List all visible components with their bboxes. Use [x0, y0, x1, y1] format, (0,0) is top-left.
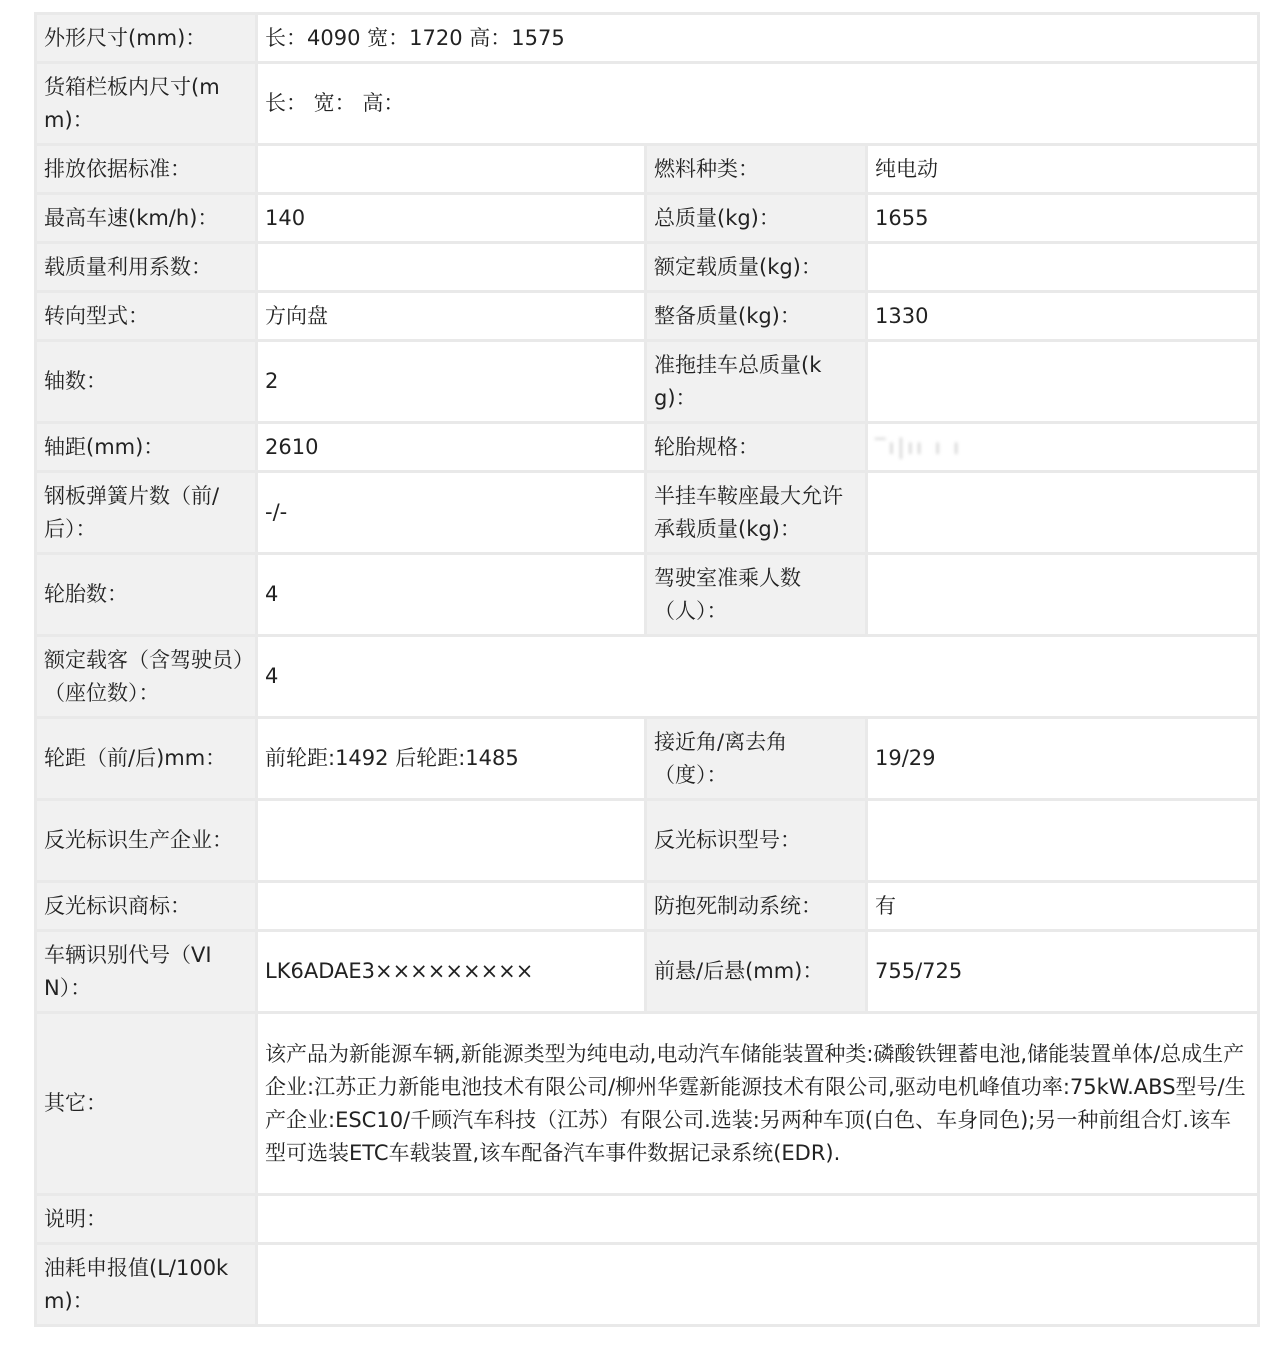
curb-mass-value: 1330 — [867, 292, 1259, 341]
max-speed-label: 最高车速(km/h)： — [36, 194, 257, 243]
other-label: 其它： — [36, 1013, 257, 1195]
fuel-consumption-label: 油耗申报值(L/100km)： — [36, 1244, 257, 1326]
abs-value: 有 — [867, 882, 1259, 931]
note-label: 说明： — [36, 1195, 257, 1244]
overhang-label: 前悬/后悬(mm)： — [646, 931, 867, 1013]
curb-mass-label: 整备质量(kg)： — [646, 292, 867, 341]
gross-mass-label: 总质量(kg)： — [646, 194, 867, 243]
table-row — [36, 14, 1259, 63]
table-row — [36, 1244, 1259, 1326]
vehicle-spec-table — [34, 12, 1260, 1327]
table-row — [36, 554, 1259, 636]
saddle-mass-label: 半挂车鞍座最大允许承载质量(kg)： — [646, 472, 867, 554]
table-row — [36, 882, 1259, 931]
table-row — [36, 194, 1259, 243]
table-row — [36, 718, 1259, 800]
reflect-model-value — [867, 800, 1259, 882]
angles-label: 接近角/离去角（度）： — [646, 718, 867, 800]
other-value: 该产品为新能源车辆,新能源类型为纯电动,电动汽车储能装置种类:磷酸铁锂蓄电池,储能装置单体/总成生产企业:江苏正力新能电池技术有限公司/柳州华霆新能源技术有限公司,驱动电机峰值功率:75kW.ABS型号/生产企业:ESC10/千顾汽车科技（江苏）有限公司.选装:另两种车顶(白色、车身同色);另一种前组合灯.该车型可选装ETC车载装置,该车配备汽车事件数据记录系统(EDR). — [257, 1013, 1259, 1195]
table-row — [36, 341, 1259, 423]
table-row — [36, 292, 1259, 341]
reflect-maker-label: 反光标识生产企业： — [36, 800, 257, 882]
cargo-dim-value: 长： 宽： 高： — [257, 63, 1259, 145]
trailer-mass-value — [867, 341, 1259, 423]
reflect-brand-value — [257, 882, 646, 931]
load-coef-label: 载质量利用系数： — [36, 243, 257, 292]
passengers-value: 4 — [257, 636, 1259, 718]
saddle-mass-value — [867, 472, 1259, 554]
passengers-label: 额定载客（含驾驶员）（座位数）： — [36, 636, 257, 718]
table-row — [36, 636, 1259, 718]
cab-seats-label: 驾驶室准乘人数（人）： — [646, 554, 867, 636]
table-row — [36, 800, 1259, 882]
wheelbase-label: 轴距(mm)： — [36, 423, 257, 472]
outer-dim-label: 外形尺寸(mm)： — [36, 14, 257, 63]
note-value — [257, 1195, 1259, 1244]
tire-spec-label: 轮胎规格： — [646, 423, 867, 472]
table-row — [36, 1195, 1259, 1244]
fuel-type-label: 燃料种类： — [646, 145, 867, 194]
vin-value: LK6ADAE3××××××××× — [257, 931, 646, 1013]
rated-load-label: 额定载质量(kg)： — [646, 243, 867, 292]
tires-value: 4 — [257, 554, 646, 636]
steering-label: 转向型式： — [36, 292, 257, 341]
tire-spec-value — [867, 423, 1259, 472]
table-row — [36, 931, 1259, 1013]
overhang-value: 755/725 — [867, 931, 1259, 1013]
cab-seats-value — [867, 554, 1259, 636]
axles-label: 轴数： — [36, 341, 257, 423]
fuel-consumption-value — [257, 1244, 1259, 1326]
table-row — [36, 63, 1259, 145]
axles-value: 2 — [257, 341, 646, 423]
table-row — [36, 145, 1259, 194]
track-label: 轮距（前/后)mm： — [36, 718, 257, 800]
tires-label: 轮胎数： — [36, 554, 257, 636]
leaf-springs-label: 钢板弹簧片数（前/后）： — [36, 472, 257, 554]
outer-dim-value: 长：4090 宽：1720 高：1575 — [257, 14, 1259, 63]
emission-std-value — [257, 145, 646, 194]
leaf-springs-value: -/- — [257, 472, 646, 554]
cargo-dim-label: 货箱栏板内尺寸(mm)： — [36, 63, 257, 145]
wheelbase-value: 2610 — [257, 423, 646, 472]
table-row — [36, 472, 1259, 554]
table-row — [36, 1013, 1259, 1195]
vin-label: 车辆识别代号（VIN）： — [36, 931, 257, 1013]
trailer-mass-label: 准拖挂车总质量(kg)： — [646, 341, 867, 423]
max-speed-value: 140 — [257, 194, 646, 243]
table-row — [36, 423, 1259, 472]
emission-std-label: 排放依据标准： — [36, 145, 257, 194]
track-value: 前轮距:1492 后轮距:1485 — [257, 718, 646, 800]
load-coef-value — [257, 243, 646, 292]
table-row — [36, 243, 1259, 292]
angles-value: 19/29 — [867, 718, 1259, 800]
tire-spec-redacted-text: ‾ı|ıı ı ı — [875, 434, 963, 459]
steering-value: 方向盘 — [257, 292, 646, 341]
reflect-maker-value — [257, 800, 646, 882]
reflect-model-label: 反光标识型号： — [646, 800, 867, 882]
rated-load-value — [867, 243, 1259, 292]
fuel-type-value: 纯电动 — [867, 145, 1259, 194]
reflect-brand-label: 反光标识商标： — [36, 882, 257, 931]
gross-mass-value: 1655 — [867, 194, 1259, 243]
abs-label: 防抱死制动系统： — [646, 882, 867, 931]
